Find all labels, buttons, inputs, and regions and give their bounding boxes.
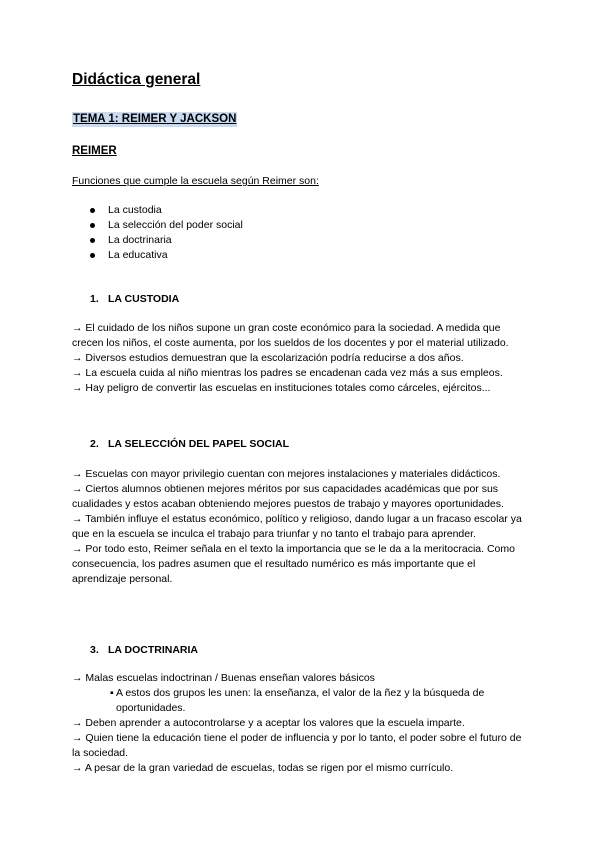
- topic-heading: TEMA 1: REIMER Y JACKSON: [73, 113, 237, 125]
- paragraph: → Quien tiene la educación tiene el poder de influencia y por lo tanto, el poder sobre el futuro de la sociedad.: [72, 732, 522, 759]
- functions-list: [88, 203, 243, 263]
- section-title: LA SELECCIÓN DEL PAPEL SOCIAL: [108, 438, 290, 450]
- section-number: 2.: [90, 438, 99, 450]
- paragraph: → Malas escuelas indoctrinan / Buenas enseñan valores básicos: [72, 672, 375, 684]
- section-title: LA CUSTODIA: [108, 293, 180, 305]
- paragraph: → También influye el estatus económico, político y religioso, dando lugar a un fracaso escolar ya que en la escuela se inculca el trabajo para triunfar y no tanto el trabajo para aprender.: [72, 513, 522, 540]
- section-heading-doctrinaria: [90, 644, 198, 656]
- paragraph: → Escuelas con mayor privilegio cuentan con mejores instalaciones y materiales didácticos.: [72, 468, 501, 480]
- sub-point: [72, 686, 532, 716]
- list-item: La selección del poder social: [88, 218, 243, 233]
- sub-point-text: A estos dos grupos les unen: la enseñanza, el valor de la ñez y la búsqueda de oportunidades.: [116, 687, 485, 714]
- functions-intro: Funciones que cumple la escuela según Reimer son:: [72, 175, 319, 187]
- paragraph: → Diversos estudios demuestran que la escolarización podría reducirse a dos años.: [72, 352, 464, 364]
- list-item: La custodia: [88, 203, 243, 218]
- section-body-custodia: [72, 321, 532, 396]
- document-title: Didáctica general: [72, 71, 201, 88]
- square-bullet-icon: ▪: [110, 687, 114, 699]
- paragraph: → La escuela cuida al niño mientras los padres se encadenan cada vez más a sus empleos.: [72, 367, 503, 379]
- paragraph: → A pesar de la gran variedad de escuelas, todas se rigen por el mismo currículo.: [72, 762, 454, 774]
- author-heading: REIMER: [72, 145, 117, 157]
- section-title: LA DOCTRINARIA: [108, 644, 199, 656]
- section-heading-custodia: [90, 293, 179, 305]
- section-body-seleccion: [72, 467, 532, 587]
- list-item: La educativa: [88, 248, 243, 263]
- paragraph: → El cuidado de los niños supone un gran coste económico para la sociedad. A medida que crecen los niños, el coste aumenta, por los sueldos de los docentes y por el material utilizado.: [72, 322, 509, 349]
- section-heading-seleccion: [90, 438, 289, 450]
- section-number: 3.: [90, 644, 99, 656]
- list-item: La doctrinaria: [88, 233, 243, 248]
- paragraph: → Por todo esto, Reimer señala en el texto la importancia que se le da a la meritocracia. Como consecuencia, los padres asumen que el resultado numérico es más importante que el aprendizaje personal.: [72, 543, 515, 585]
- paragraph: → Deben aprender a autocontrolarse y a aceptar los valores que la escuela imparte.: [72, 717, 465, 729]
- section-body-doctrinaria: [72, 671, 532, 776]
- paragraph: → Hay peligro de convertir las escuelas en instituciones totales como cárceles, ejércitos...: [72, 382, 491, 394]
- section-number: 1.: [90, 293, 99, 305]
- paragraph: → Ciertos alumnos obtienen mejores méritos por sus capacidades académicas que por sus cualidades y estos acaban obteniendo mejores puestos de trabajo y mayores oportunidades.: [72, 483, 504, 510]
